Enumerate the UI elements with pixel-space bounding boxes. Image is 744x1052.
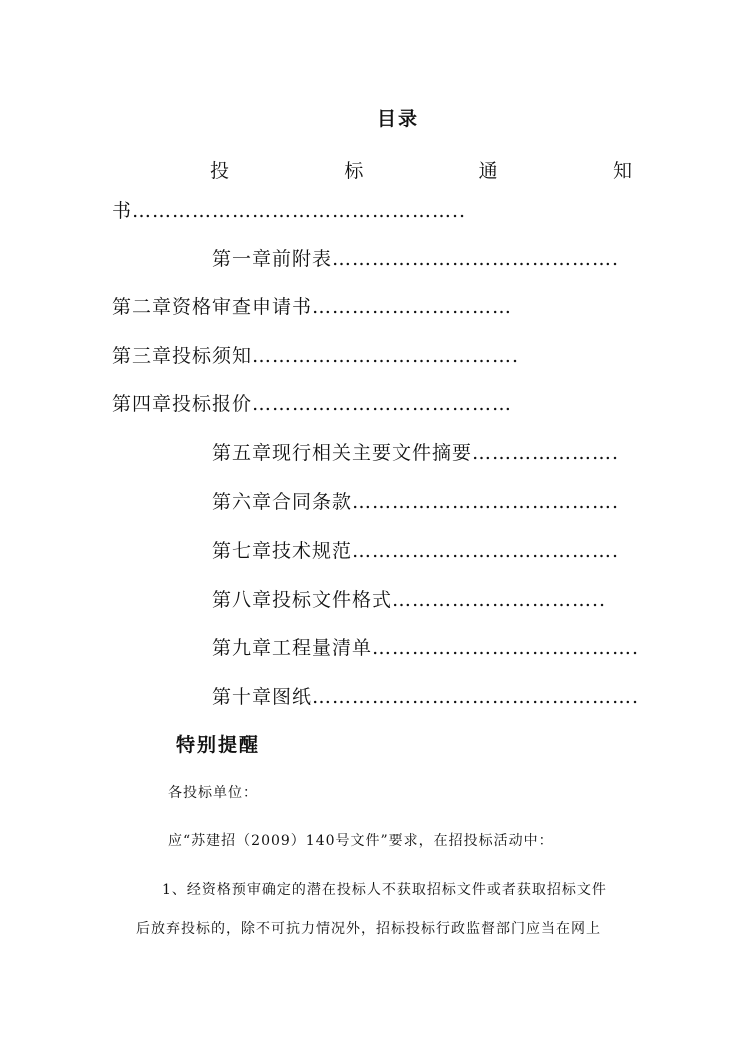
toc-entry-chapter-8: 第八章投标文件格式………………………….. (212, 589, 607, 611)
item-1-line-2: 后放弃投标的，除不可抗力情况外，招标投标行政监督部门应当在网上 (136, 921, 601, 937)
item-1-line-1: 1、经资格预审确定的潜在投标人不获取招标文件或者获取招标文件 (162, 882, 607, 898)
toc-entry-char: 通 (478, 160, 498, 182)
toc-entry-tender-notice (210, 156, 632, 183)
toc-title: 目录 (376, 108, 419, 130)
toc-entry-chapter-5: 第五章现行相关主要文件摘要…………………. (212, 442, 620, 464)
toc-entry-chapter-1: 第一章前附表……………………………………. (212, 248, 620, 270)
intro-paragraph: 应“苏建招（2009）140号文件”要求，在招投标活动中： (168, 833, 554, 849)
toc-entry-chapter-9: 第九章工程量清单…………………………………. (212, 637, 640, 659)
toc-entry-chapter-4: 第四章投标报价………………………………… (112, 393, 513, 415)
toc-entry-chapter-6: 第六章合同条款…………………………………. (212, 491, 620, 513)
toc-entry-char: 知 (612, 160, 632, 182)
toc-entry-chapter-3: 第三章投标须知…………………………………. (112, 345, 520, 367)
special-reminder-heading: 特别提醒 (176, 734, 261, 756)
toc-entry-char: 标 (344, 160, 364, 182)
toc-entry-chapter-2: 第二章资格审查申请书………………………… (112, 296, 513, 318)
salutation: 各投标单位： (168, 785, 258, 801)
toc-entry-char: 投 (210, 160, 230, 182)
toc-entry-chapter-10: 第十章图纸…………………………………………. (212, 686, 640, 708)
toc-entry-tender-notice-tail: 书………………………………………….. (112, 200, 467, 222)
toc-entry-chapter-7: 第七章技术规范…………………………………. (212, 540, 620, 562)
